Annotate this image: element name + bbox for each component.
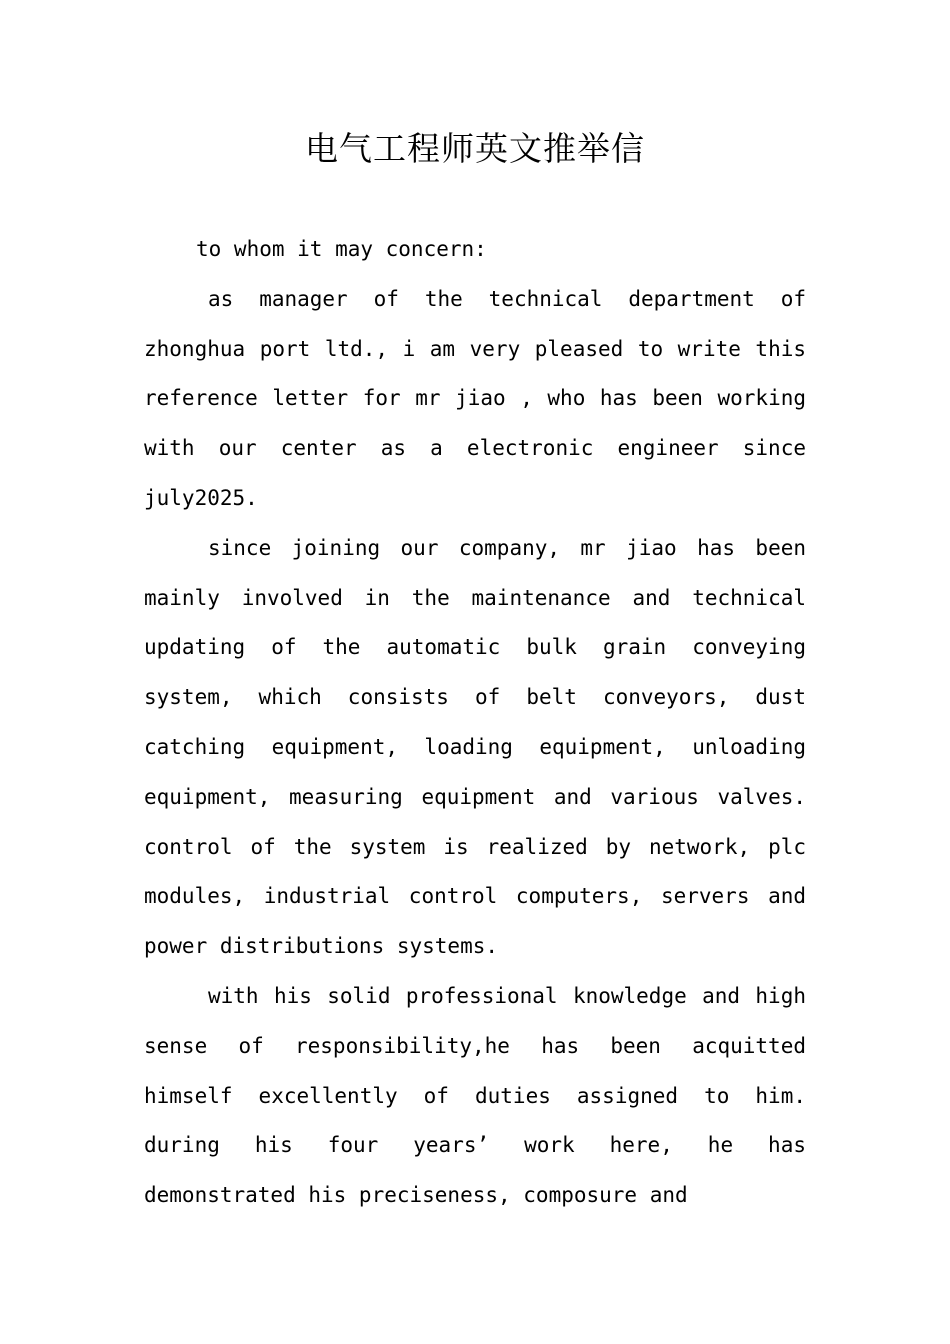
paragraph-intro: as manager of the technical department of zhonghua port ltd., i am very pleased to write this reference letter for mr jiao , who has been working with our center as a electronic engineer since july2025.	[144, 286, 806, 510]
paragraph-duties: since joining our company, mr jiao has been mainly involved in the maintenance and technical updating of the automatic bulk grain conveying system, which consists of belt conveyors, dust catching equipment, loading equipment, unloading equipment, measuring equipment and various valves. control of the system is realized by network, plc modules, industrial control computers, servers and power distributions systems.	[144, 535, 806, 959]
letter-greeting: to whom it may concern:	[196, 237, 487, 261]
paragraph-qualities: with his solid professional knowledge and high sense of responsibility,he has been acquitted himself excellently of duties assigned to him. during his four years’ work here, he has demonstrated his preciseness, composure and	[144, 983, 806, 1208]
letter-body	[144, 225, 806, 1221]
document-title: 电气工程师英文推举信	[305, 129, 645, 168]
